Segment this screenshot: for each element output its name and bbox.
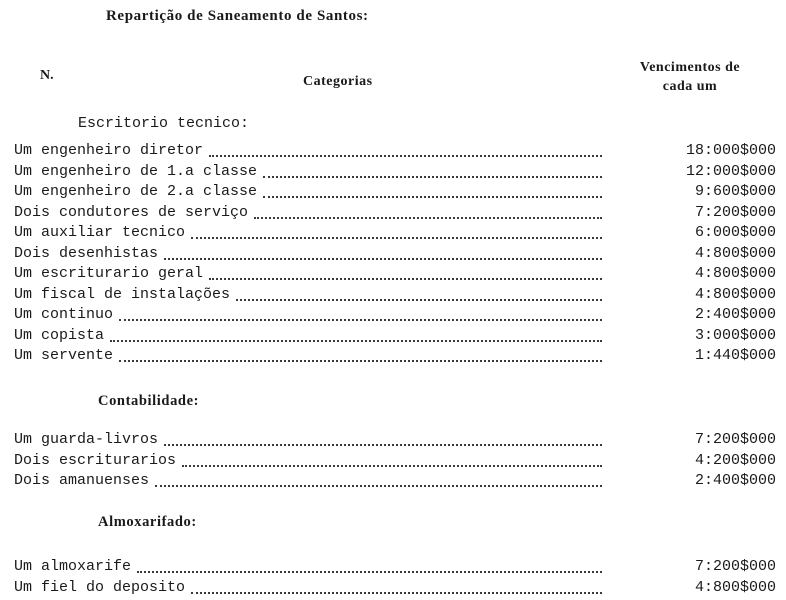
row-label: Um fiscal de instalações bbox=[14, 285, 231, 303]
row-label: Um engenheiro diretor bbox=[14, 142, 204, 159]
row-label: Dois desenhistas bbox=[14, 244, 159, 262]
table-row bbox=[14, 204, 776, 225]
dot-leader bbox=[119, 319, 602, 321]
row-label: Um continuo bbox=[14, 306, 114, 323]
table-row bbox=[14, 224, 776, 245]
dot-leader bbox=[209, 278, 602, 280]
table-row bbox=[14, 245, 776, 266]
table-row bbox=[14, 431, 776, 452]
document-title: Repartição de Saneamento de Santos: bbox=[106, 8, 369, 24]
table-row bbox=[14, 347, 776, 368]
table-row bbox=[14, 472, 776, 493]
row-amount: 18:000$000 bbox=[685, 142, 776, 159]
column-header-categories: Categorias bbox=[303, 74, 373, 89]
row-label: Um fiel do deposito bbox=[14, 578, 186, 596]
column-header-salaries bbox=[604, 58, 776, 96]
row-amount: 3:000$000 bbox=[694, 326, 776, 344]
table-row bbox=[14, 452, 776, 473]
row-amount: 12:000$000 bbox=[685, 162, 776, 180]
table-row bbox=[14, 306, 776, 327]
dot-leader bbox=[110, 340, 602, 342]
column-header-salaries-line1: Vencimentos de bbox=[639, 60, 741, 75]
dot-leader bbox=[263, 176, 602, 178]
row-amount: 2:400$000 bbox=[694, 472, 776, 489]
dot-leader bbox=[254, 217, 602, 219]
dot-leader bbox=[155, 485, 602, 487]
dot-leader bbox=[236, 299, 602, 301]
row-amount: 7:200$000 bbox=[694, 203, 776, 221]
section-rows-escritorio bbox=[14, 142, 776, 368]
row-label: Um auxiliar tecnico bbox=[14, 224, 186, 241]
row-label: Um escriturario geral bbox=[14, 265, 204, 282]
column-header-salaries-line2: cada um bbox=[662, 79, 718, 94]
dot-leader bbox=[137, 571, 602, 573]
section-rows-contabilidade bbox=[14, 431, 776, 493]
table-row bbox=[14, 265, 776, 286]
section-title-almoxarifado: Almoxarifado: bbox=[98, 514, 197, 530]
dot-leader bbox=[191, 237, 602, 239]
row-amount: 9:600$000 bbox=[694, 183, 776, 200]
column-header-number: N. bbox=[40, 68, 54, 83]
row-label: Dois condutores de serviço bbox=[14, 203, 249, 221]
row-amount: 2:400$000 bbox=[694, 306, 776, 323]
row-amount: 4:800$000 bbox=[694, 244, 776, 262]
row-amount: 4:800$000 bbox=[694, 578, 776, 596]
table-row bbox=[14, 558, 776, 579]
row-label: Um guarda-livros bbox=[14, 431, 159, 448]
row-label: Dois escriturarios bbox=[14, 451, 177, 469]
dot-leader bbox=[191, 592, 602, 594]
table-row bbox=[14, 286, 776, 307]
row-label: Um almoxarife bbox=[14, 558, 132, 575]
row-amount: 7:200$000 bbox=[694, 431, 776, 448]
row-amount: 6:000$000 bbox=[694, 224, 776, 241]
dot-leader bbox=[164, 258, 602, 260]
dot-leader bbox=[263, 196, 602, 198]
dot-leader bbox=[119, 360, 602, 362]
row-label: Um copista bbox=[14, 326, 105, 344]
row-amount: 4:800$000 bbox=[694, 265, 776, 282]
section-rows-almoxarifado bbox=[14, 558, 776, 599]
row-amount: 7:200$000 bbox=[694, 558, 776, 575]
row-amount: 4:800$000 bbox=[694, 285, 776, 303]
dot-leader bbox=[182, 465, 602, 467]
row-label: Um engenheiro de 2.a classe bbox=[14, 183, 258, 200]
dot-leader bbox=[209, 155, 602, 157]
table-row bbox=[14, 183, 776, 204]
table-row bbox=[14, 579, 776, 600]
dot-leader bbox=[164, 444, 602, 446]
row-label: Um engenheiro de 1.a classe bbox=[14, 162, 258, 180]
section-title-escritorio: Escritorio tecnico: bbox=[78, 115, 250, 132]
row-label: Dois amanuenses bbox=[14, 472, 150, 489]
section-title-contabilidade: Contabilidade: bbox=[98, 393, 200, 409]
row-label: Um servente bbox=[14, 347, 114, 364]
row-amount: 4:200$000 bbox=[694, 451, 776, 469]
table-row bbox=[14, 142, 776, 163]
table-row bbox=[14, 327, 776, 348]
table-row bbox=[14, 163, 776, 184]
row-amount: 1:440$000 bbox=[694, 347, 776, 364]
